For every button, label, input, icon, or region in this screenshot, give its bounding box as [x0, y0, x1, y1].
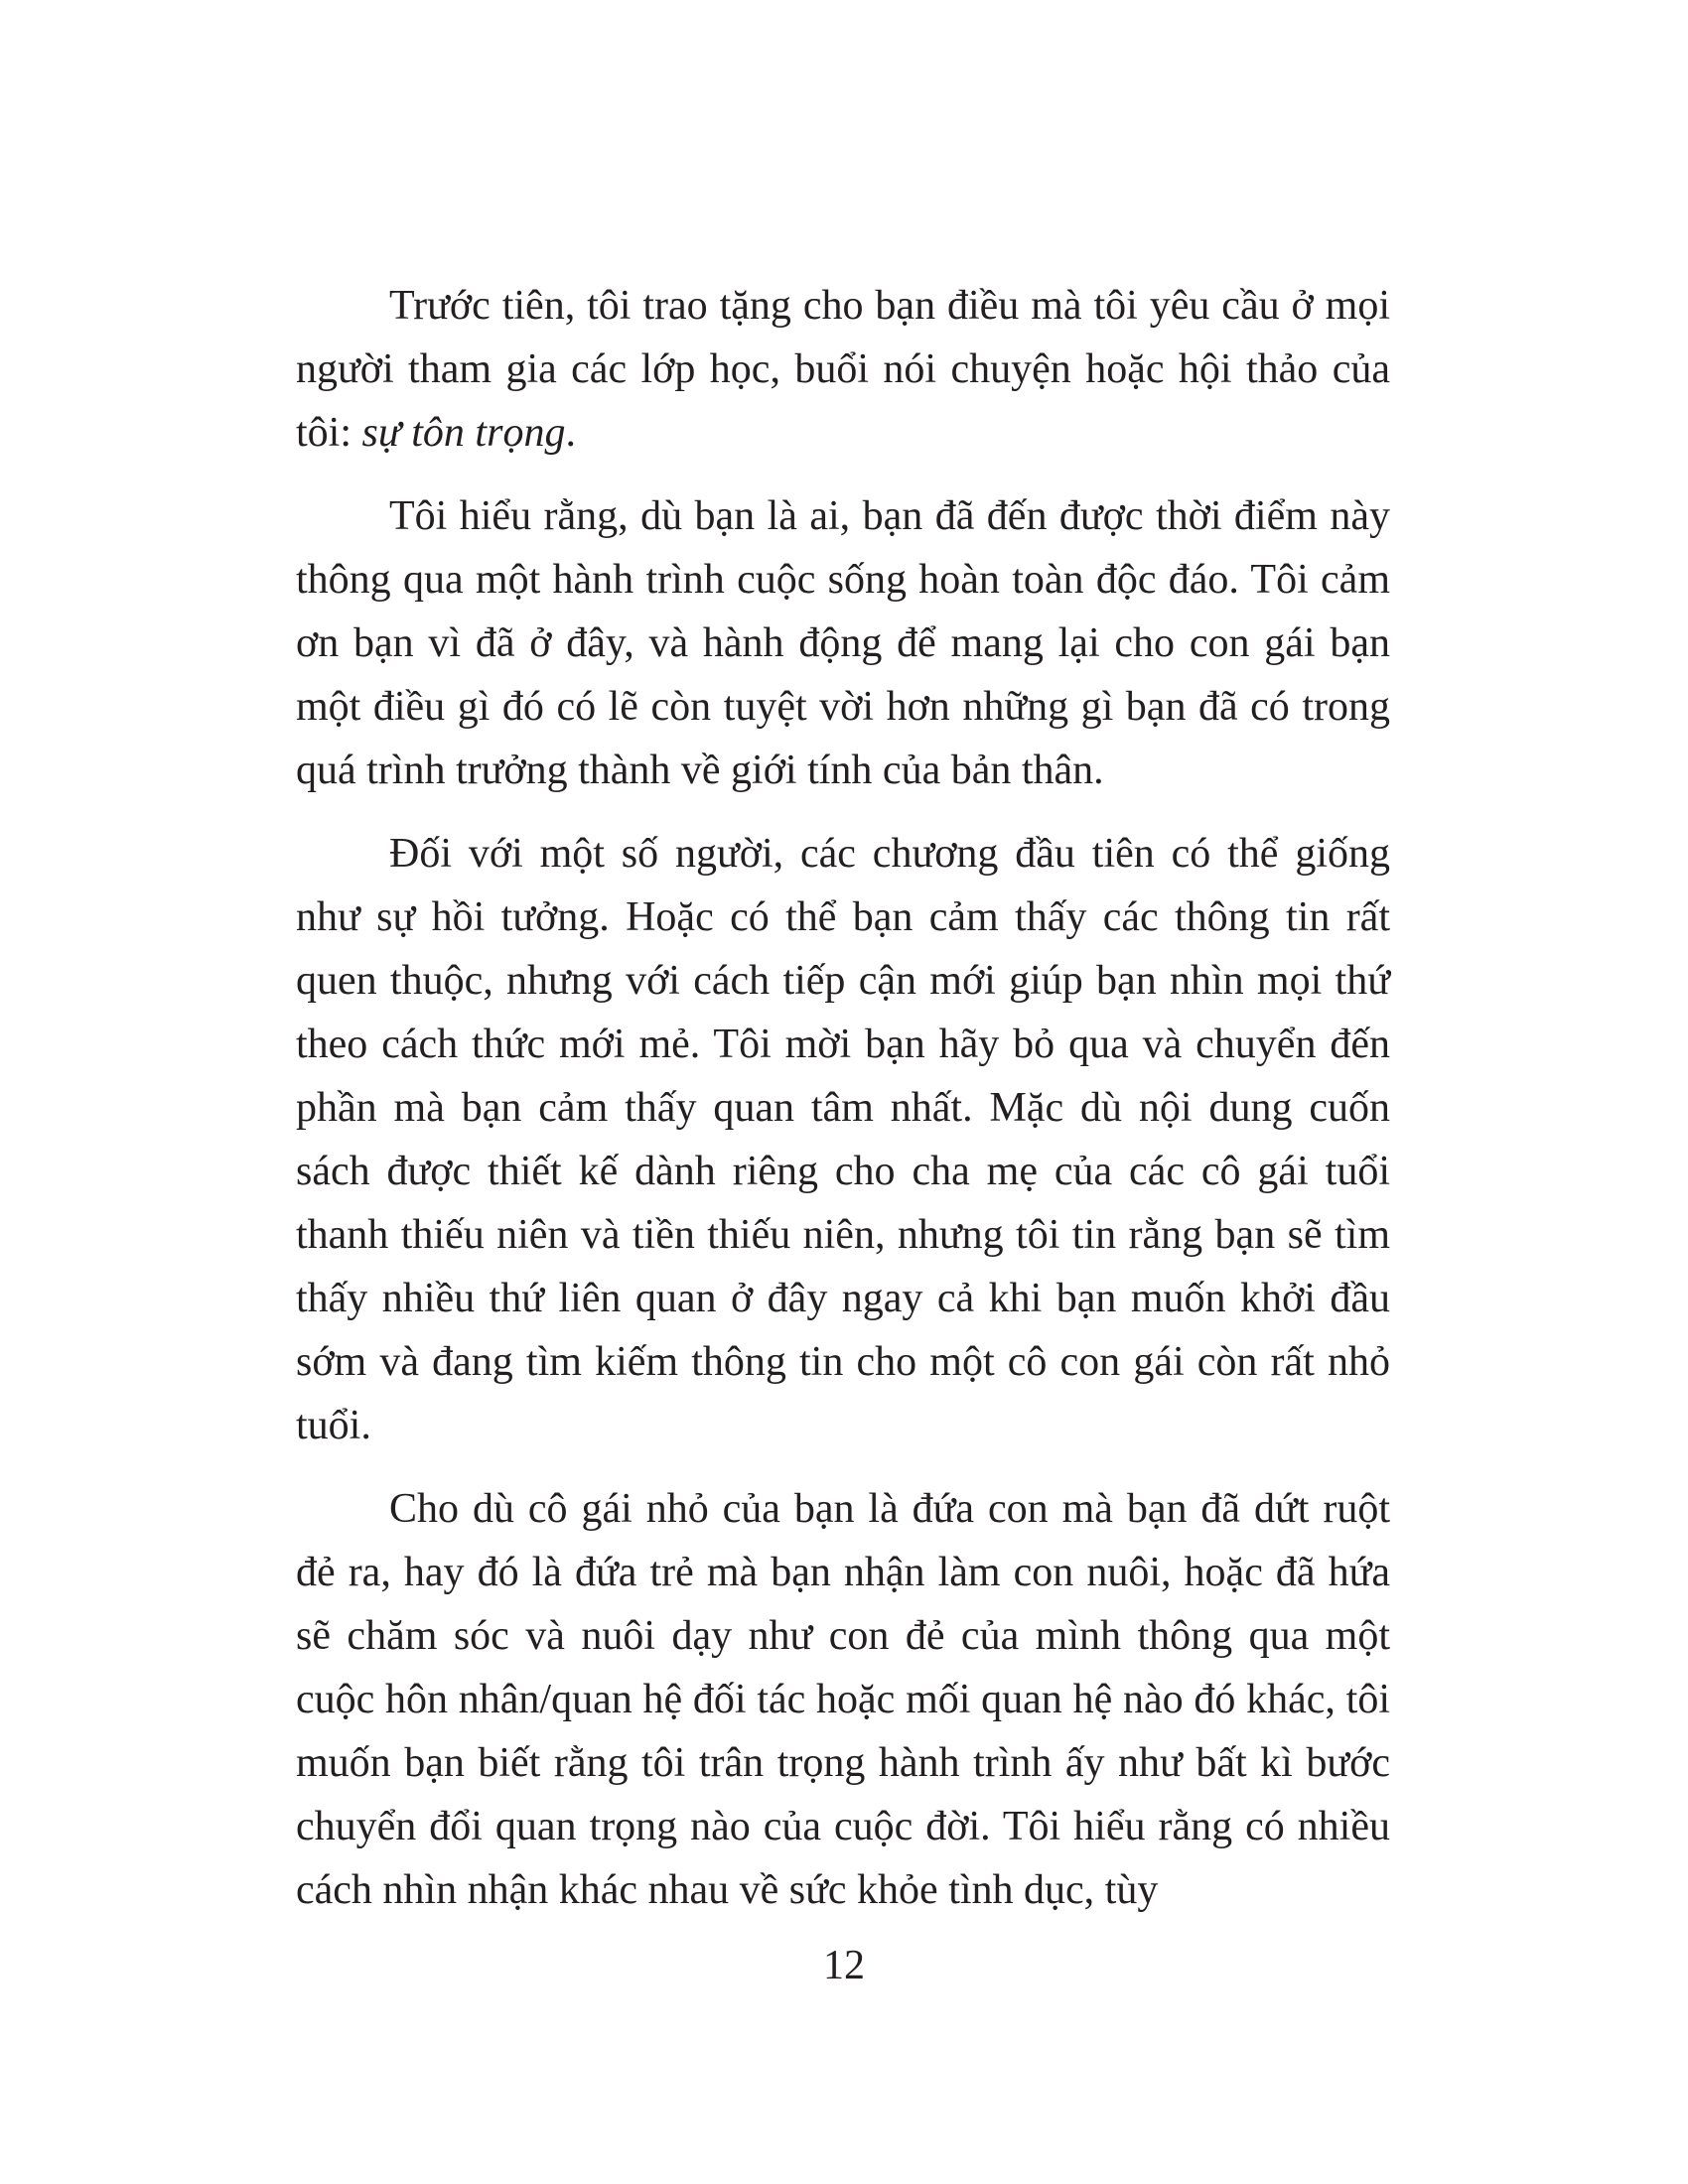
paragraph-1-text: Trước tiên, tôi trao tặng cho bạn điều mà tôi yêu cầu ở mọi người tham gia các lớp học, buổi nói chuyện hoặc hội thảo của tôi: — [296, 283, 1390, 456]
paragraph-3: Đối với một số người, các chương đầu tiên có thể giống như sự hồi tưởng. Hoặc có thể bạn cảm thấy các thông tin rất quen thuộc, nhưng với cách tiếp cận mới giúp bạn nhìn mọi thứ theo cách thức mới mẻ. Tôi mời bạn hãy bỏ qua và chuyển đến phần mà bạn cảm thấy quan tâm nhất. Mặc dù nội dung cuốn sách được thiết kế dành riêng cho cha mẹ của các cô gái tuổi thanh thiếu niên và tiền thiếu niên, nhưng tôi tin rằng bạn sẽ tìm thấy nhiều thứ liên quan ở đây ngay cả khi bạn muốn khởi đầu sớm và đang tìm kiếm thông tin cho một cô con gái còn rất nhỏ tuổi. — [296, 831, 1390, 1448]
paragraph-4: Cho dù cô gái nhỏ của bạn là đứa con mà bạn đã dứt ruột đẻ ra, hay đó là đứa trẻ mà bạn nhận làm con nuôi, hoặc đã hứa sẽ chăm sóc và nuôi dạy như con đẻ của mình thông qua một cuộc hôn nhân/quan hệ đối tác hoặc mối quan hệ nào đó khác, tôi muốn bạn biết rằng tôi trân trọng hành trình ấy như bất kì bước chuyển đổi quan trọng nào của cuộc đời. Tôi hiểu rằng có nhiều cách nhìn nhận khác nhau về sức khỏe tình dục, tùy — [296, 1486, 1390, 1913]
paragraph-1-end: . — [565, 410, 576, 456]
emphasis-text: sự tôn trọng — [361, 410, 566, 456]
page-number: 12 — [823, 1943, 865, 1988]
paragraph-2: Tôi hiểu rằng, dù bạn là ai, bạn đã đến được thời điểm này thông qua một hành trình cuộc sống hoàn toàn độc đáo. Tôi cảm ơn bạn vì đã ở đây, và hành động để mang lại cho con gái bạn một điều gì đó có lẽ còn tuyệt vời hơn những gì bạn đã có trong quá trình trưởng thành về giới tính của bản thân. — [296, 493, 1390, 793]
paragraph-1 — [296, 274, 1390, 465]
body-text — [296, 274, 1390, 1942]
